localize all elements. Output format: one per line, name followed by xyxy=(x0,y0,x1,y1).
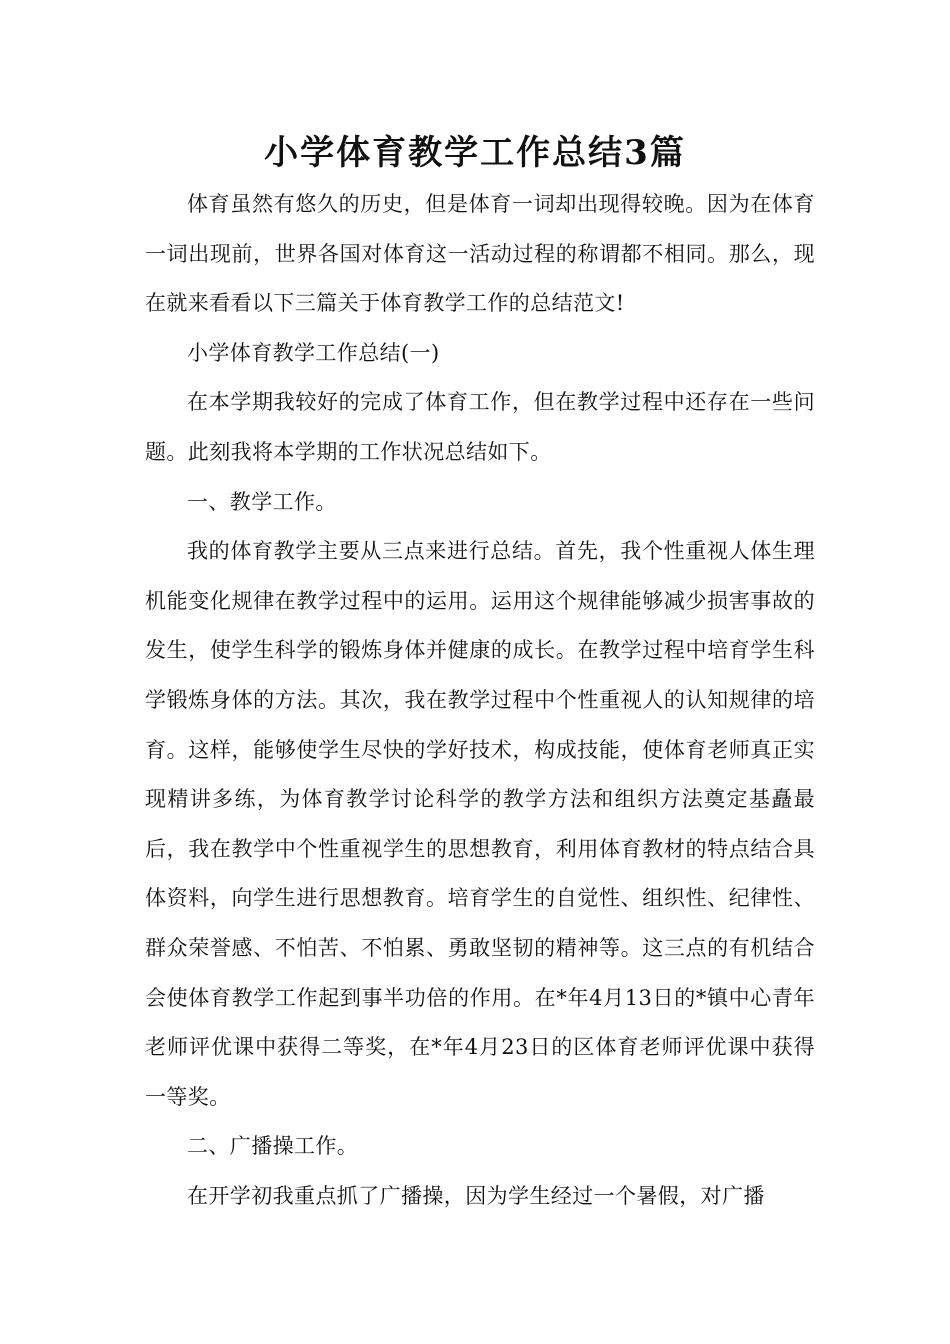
teaching-work-paragraph: 我的体育教学主要从三点来进行总结。首先，我个性重视人体生理机能变化规律在教学过程中的运用。运用这个规律能够减少损害事故的发生，使学生科学的锻炼身体并健康的成长。在教学过程中培育学生科学锻炼身体的方法。其次，我在教学过程中个性重视人的认知规律的培育。这样，能够使学生尽快的学好技术，构成技能，使体育老师真正实现精讲多练，为体育教学讨论科学的教学方法和组织方法奠定基矗最后，我在教学中个性重视学生的思想教育，利用体育教材的特点结合具体资料，向学生进行思想教育。培育学生的自觉性、组织性、纪律性、群众荣誉感、不怕苦、不怕累、勇敢坚韧的精神等。这三点的有机结合会使体育教学工作起到事半功倍的作用。在*年4月13日的*镇中心青年老师评优课中获得二等奖，在*年4月23日的区体育老师评优课中获得一等奖。 xyxy=(145,539,815,1109)
document-body xyxy=(145,180,815,1221)
subheading-broadcast-exercise: 二、广播操工作。 xyxy=(187,1134,359,1159)
semester-overview-paragraph: 在本学期我较好的完成了体育工作，但在教学过程中还存在一些问题。此刻我将本学期的工作状况总结如下。 xyxy=(145,390,815,464)
document-title: 小学体育教学工作总结3篇 xyxy=(264,133,686,173)
section-heading-summary-one: 小学体育教学工作总结(一) xyxy=(187,340,440,365)
intro-paragraph: 体育虽然有悠久的历史，但是体育一词却出现得较晚。因为在体育一词出现前，世界各国对体育这一活动过程的称谓都不相同。那么，现在就来看看以下三篇关于体育教学工作的总结范文! xyxy=(145,192,815,316)
broadcast-exercise-paragraph: 在开学初我重点抓了广播操，因为学生经过一个暑假，对广播 xyxy=(187,1183,765,1208)
subheading-teaching-work: 一、教学工作。 xyxy=(187,489,337,514)
